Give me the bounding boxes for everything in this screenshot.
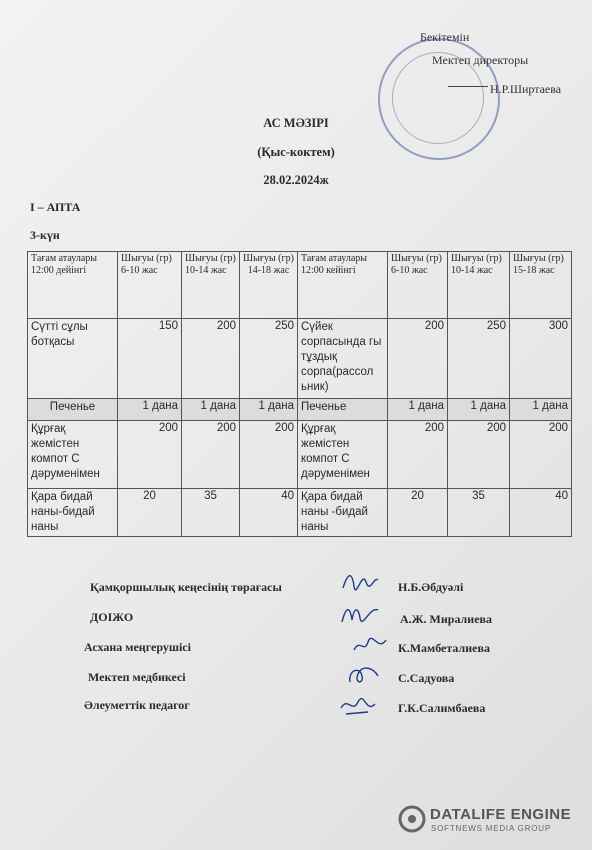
datalife-logo-icon [398, 805, 426, 833]
amount-cell: 200 [182, 319, 240, 399]
signature-name: Н.Б.Әбдуәлі [398, 580, 464, 594]
handwritten-signature-icon [338, 692, 378, 718]
signature-name: А.Ж. Миралиева [400, 612, 493, 626]
amount-cell: 1 дана [182, 399, 240, 421]
page-title: АС МӘЗІРІ [263, 116, 329, 130]
signature-role: Асхана меңгерушісі [84, 640, 191, 654]
signature-name: Г.К.Салимбаева [398, 701, 486, 715]
signature-name: К.Мамбеталиева [398, 641, 490, 655]
table-row [28, 399, 572, 421]
amount-cell: 150 [118, 319, 182, 399]
signature-role: Қамқоршылық кеңесінің төрағасы [90, 580, 282, 594]
approval-position: Мектеп директоры [432, 53, 529, 67]
approval-label: Бекітемін [420, 30, 470, 44]
table-header-row [28, 252, 572, 319]
dish-cell: Қара бидай наны -бидай наны [298, 489, 388, 537]
dish-cell: Печенье [28, 399, 118, 421]
header-cell: Шығуы (гр) 10-14 жас [448, 252, 510, 319]
header-cell: Шығуы (гр) 6-10 жас [118, 252, 182, 319]
amount-cell: 300 [510, 319, 572, 399]
amount-cell: 200 [182, 421, 240, 489]
day-label: 3-күн [30, 228, 60, 242]
signature-role: Әлеуметтік педагог [84, 698, 190, 712]
amount-cell: 20 [388, 489, 448, 537]
header-cell: Тағам атаулары 12:00 кейінгі [298, 252, 388, 319]
amount-cell: 200 [388, 421, 448, 489]
amount-cell: 200 [448, 421, 510, 489]
table-row [28, 421, 572, 489]
menu-table [27, 251, 572, 537]
dish-cell: Печенье [298, 399, 388, 421]
dish-cell: Сүтті сұлы ботқасы [28, 319, 118, 399]
header-cell: Шығуы (гр) 10-14 жас [182, 252, 240, 319]
menu-date: 28.02.2024ж [263, 173, 329, 187]
amount-cell: 250 [240, 319, 298, 399]
table-row [28, 489, 572, 537]
signature-role: ДОІЖО [90, 610, 134, 624]
amount-cell: 1 дана [448, 399, 510, 421]
handwritten-signature-icon [340, 600, 380, 626]
amount-cell: 200 [240, 421, 298, 489]
handwritten-signature-icon [340, 568, 380, 594]
handwritten-signature-icon [350, 632, 390, 658]
amount-cell: 200 [118, 421, 182, 489]
amount-cell: 35 [182, 489, 240, 537]
approval-signature-line [448, 86, 488, 87]
dish-cell: Сүйек сорпасында гы тұздық сорпа(рассол ьник) [298, 319, 388, 399]
header-cell: Шығуы (гр) 14-18 жас [240, 252, 298, 319]
amount-cell: 40 [510, 489, 572, 537]
approval-name: Н.Р.Ширтаева [490, 82, 562, 96]
amount-cell: 1 дана [240, 399, 298, 421]
dish-cell: Құрғақ жемістен компот С дәруменімен [298, 421, 388, 489]
watermark-subtitle: SOFTNEWS MEDIA GROUP [431, 824, 552, 833]
signature-role: Мектеп медбикесі [88, 670, 186, 684]
season-subtitle: (Қыс-коктем) [257, 145, 335, 159]
header-cell: Шығуы (гр) 15-18 жас [510, 252, 572, 319]
table-row [28, 319, 572, 399]
amount-cell: 35 [448, 489, 510, 537]
amount-cell: 1 дана [388, 399, 448, 421]
handwritten-signature-icon [344, 662, 384, 688]
amount-cell: 200 [510, 421, 572, 489]
watermark-brand: DATALIFE ENGINE [430, 806, 572, 823]
amount-cell: 1 дана [118, 399, 182, 421]
dish-cell: Қара бидай наны-бидай наны [28, 489, 118, 537]
amount-cell: 1 дана [510, 399, 572, 421]
amount-cell: 200 [388, 319, 448, 399]
amount-cell: 250 [448, 319, 510, 399]
signature-name: С.Садуова [398, 671, 455, 685]
header-cell: Тағам атаулары 12:00 дейінгі [28, 252, 118, 319]
week-label: I – АПТА [30, 200, 81, 214]
amount-cell: 40 [240, 489, 298, 537]
amount-cell: 20 [118, 489, 182, 537]
header-cell: Шығуы (гр) 6-10 жас [388, 252, 448, 319]
dish-cell: Құрғақ жемістен компот С дәруменімен [28, 421, 118, 489]
